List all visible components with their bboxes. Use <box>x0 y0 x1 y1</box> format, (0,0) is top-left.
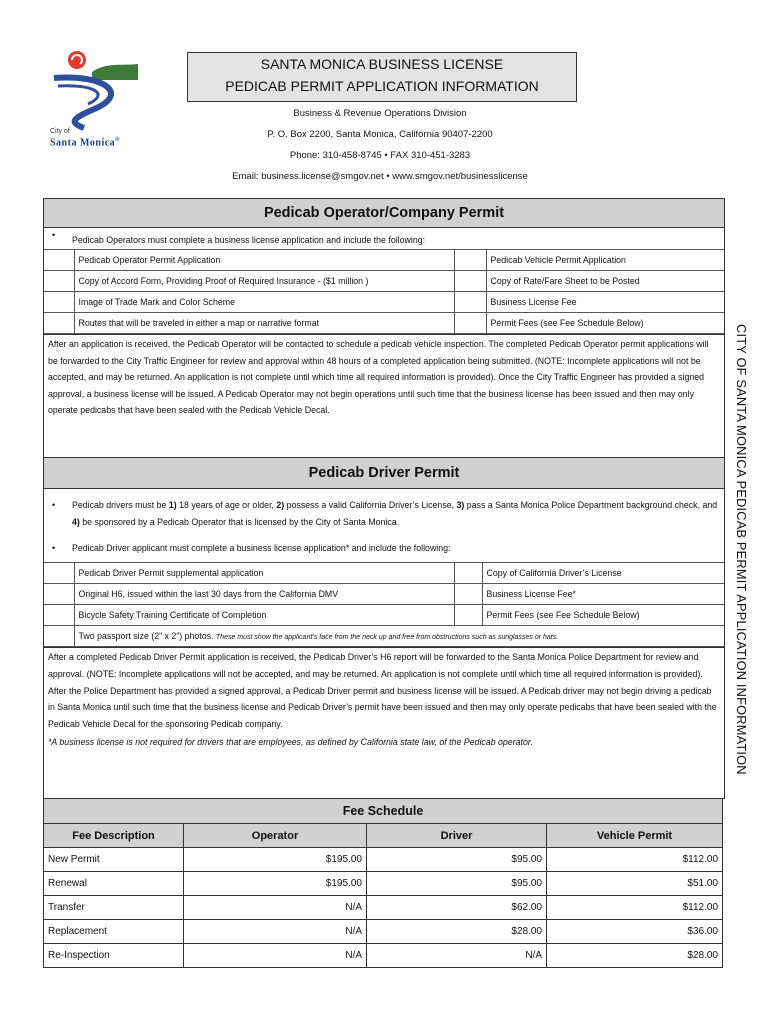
operator-bullet: • Pedicab Operators must complete a business license application and include the following: <box>52 230 426 245</box>
fee-heading: Fee Schedule <box>43 798 723 823</box>
fee-schedule <box>43 798 723 968</box>
address: P. O. Box 2200, Santa Monica, California 90407-2200 <box>267 129 493 140</box>
table-row: Pedicab Operator Permit Application Pedicab Vehicle Permit Application <box>44 250 724 271</box>
table-row: Copy of Accord Form, Providing Proof of Required Insurance - ($1 million ) Copy of Rate/Fare Sheet to be Posted <box>44 271 724 292</box>
fee-header-row: Fee Description Operator Driver Vehicle Permit <box>44 824 723 848</box>
title-line-1: SANTA MONICA BUSINESS LICENSE <box>260 56 504 72</box>
table-row: Bicycle Safety Training Certificate of Completion Permit Fees (see Fee Schedule Below) <box>44 605 724 626</box>
driver-bullet-requirements: • Pedicab drivers must be 1) 18 years of age or older, 2) possess a valid California Driver’s License, 3) pass a Santa Monica Police Department background check, and 4) be sponsored by a Pedicab Operator that is licensed by the City of Santa Monica. <box>52 500 718 527</box>
division: Business & Revenue Operations Division <box>293 108 467 119</box>
table-row: Transfer N/A $62.00 $112.00 <box>44 896 723 920</box>
driver-heading: Pedicab Driver Permit <box>44 458 724 489</box>
fee-table <box>43 823 723 968</box>
driver-requirements-table <box>44 562 724 647</box>
title-line-2: PEDICAB PERMIT APPLICATION INFORMATION <box>225 78 539 94</box>
table-row: Image of Trade Mark and Color Scheme Business License Fee <box>44 292 724 313</box>
operator-heading: Pedicab Operator/Company Permit <box>44 199 724 228</box>
sun-icon <box>68 51 86 69</box>
driver-footnote: *A business license is not required for drivers that are employees, as defined by California state law, of the Pedicab operator. <box>48 736 533 747</box>
driver-bullet-application: • Pedicab Driver applicant must complete a business license application* and include the following: <box>52 543 451 553</box>
operator-paragraph: After an application is received, the Pedicab Operator will be contacted to schedule a pedicab vehicle inspection. The completed Pedicab Operator permit applications will be forwarded to the City Traffic Engineer for review and approval within 48 hours of a completed application being submitted. (NOTE: Incomplete applications will not be accepted, and may be returned. An application is not complete until which time all required information is provided). Once the City Traffic Engineer has provided a signed approval, a business license will be issued. A Pedicab Operator may not begin operations until such time that the business license has been issued and then may only operate pedicabs that have been sealed with the Pedicab Vehicle Decal. <box>44 334 724 419</box>
operator-requirements-table <box>44 249 724 334</box>
logo-city-of: City of <box>50 128 70 135</box>
table-row: Pedicab Driver Permit supplemental application Copy of California Driver’s License <box>44 563 724 584</box>
table-row: Routes that will be traveled in either a map or narrative format Permit Fees (see Fee Schedule Below) <box>44 313 724 334</box>
operator-section <box>43 198 725 459</box>
driver-section <box>43 457 725 799</box>
phone: Phone: 310-458-8745 • FAX 310-451-3283 <box>289 150 471 161</box>
page-title <box>187 52 577 102</box>
table-row: Original H6, issued within the last 30 days from the California DMV Business License Fee* <box>44 584 724 605</box>
table-row: Two passport size (2” x 2”) photos. These must show the applicant’s face from the neck up and free from obstructions such as sunglasses or hats. <box>44 626 724 647</box>
hills-icon <box>92 64 138 80</box>
table-row: Replacement N/A $28.00 $36.00 <box>44 920 723 944</box>
table-row: New Permit $195.00 $95.00 $112.00 <box>44 848 723 872</box>
table-row: Renewal $195.00 $95.00 $51.00 <box>44 872 723 896</box>
driver-paragraph: After a completed Pedicab Driver Permit application is received, the Pedicab Driver’s H6 report will be forwarded to the Santa Monica Police Department for review and approval. (NOTE: Incomplete applications will not be accepted, and may be returned. An application is not complete until which time all required information is provided). After the Police Department has provided a signed approval, a Pedicab Driver permit and business license will be issued. A Pedicab driver may not begin driving a pedicab in Santa Monica until such time that the business license and Pedicab Driver’s permit have been issued and then may only operate pedicabs that have been sealed with the Pedicab Vehicle Decal for the sponsoring Pedicab company. <box>44 647 724 733</box>
email: Email: business.license@smgov.net • www.smgov.net/businesslicense <box>232 171 528 182</box>
table-row: Re-Inspection N/A N/A $28.00 <box>44 944 723 968</box>
logo-name: Santa Monica® <box>50 137 121 149</box>
side-title: CITY OF SANTA MONICA PEDICAB PERMIT APPLICATION INFORMATION <box>734 324 749 775</box>
